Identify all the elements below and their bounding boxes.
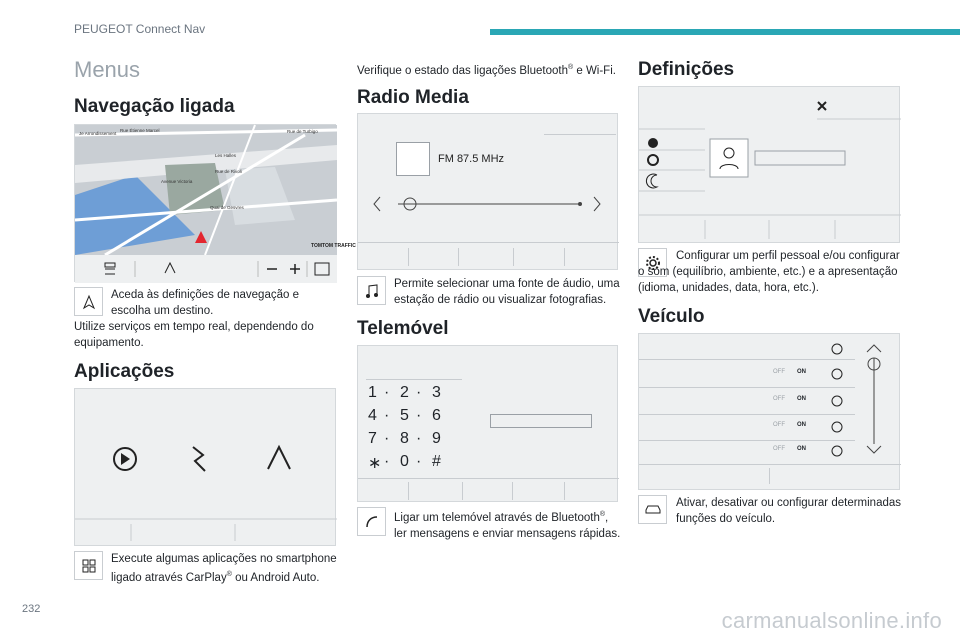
phone-title: Telemóvel: [357, 318, 449, 339]
bluetooth-wifi-text: Verifique o estado das ligações Bluetooth® e Wi-Fi.: [357, 64, 616, 77]
menus-title: Menus: [74, 57, 141, 82]
apps-grid-icon: [74, 551, 103, 580]
traffic-label: TOMTOM TRAFFIC: [311, 243, 356, 249]
toggle-on[interactable]: ON: [797, 369, 806, 375]
info-icon: [832, 344, 842, 354]
keypad-key[interactable]: ·: [384, 453, 390, 470]
header-accent-bar: [490, 29, 960, 35]
info-icon: [832, 422, 842, 432]
radio-frequency: FM 87.5 MHz: [438, 153, 505, 165]
phone-description: Ligar um telemóvel através de Bluetooth®, ler mensagens e enviar mensagens rápidas.: [394, 511, 621, 540]
nav-screenshot: [74, 124, 356, 282]
vehicle-description: Ativar, desativar ou configurar determinadas funções do veículo.: [676, 497, 902, 525]
info-icon: [832, 369, 842, 379]
settings-screen: [639, 87, 901, 244]
vehicle-title: Veículo: [638, 306, 705, 327]
nav-extra: Utilize serviços em tempo real, dependendo do equipamento.: [74, 321, 314, 349]
apps-screenshot: [74, 388, 336, 546]
keypad-key[interactable]: 0: [400, 453, 409, 470]
number-display: [490, 414, 592, 428]
android-auto-icon: [268, 447, 290, 469]
apps-screen: [75, 389, 337, 547]
peugeot-lion-icon: [193, 447, 205, 471]
settings-title: Definições: [638, 59, 735, 80]
keypad-key[interactable]: 7: [368, 430, 377, 447]
keypad-key[interactable]: ·: [416, 384, 422, 401]
toggle-on[interactable]: ON: [797, 396, 806, 402]
keypad-key[interactable]: ·: [416, 453, 422, 470]
settings-screenshot: [638, 86, 900, 243]
vehicle-screenshot: [638, 333, 900, 490]
keypad-key[interactable]: 2: [400, 384, 409, 401]
toggle-off[interactable]: OFF: [773, 396, 785, 402]
map-label: Rue Étienne Marcel: [120, 128, 160, 133]
radio-title: Radio Media: [357, 87, 469, 108]
info-icon: [832, 446, 842, 456]
map-label: Je Arrondissement: [79, 131, 117, 136]
music-note-icon: [357, 276, 386, 305]
map-view: [75, 125, 356, 255]
palette-icon: [648, 138, 658, 148]
apps-description: Execute algumas aplicações no smartphone ligado através CarPlay® ou Android Auto.: [111, 553, 337, 584]
next-icon: [594, 197, 600, 211]
page-number: 232: [22, 603, 41, 615]
sound-settings-icon: [648, 155, 658, 165]
map-label: Les Halles: [215, 153, 237, 158]
navigation-icon: [74, 287, 103, 316]
nav-title: Navegação ligada: [74, 96, 235, 117]
toggle-on[interactable]: ON: [797, 422, 806, 428]
apps-title: Aplicações: [74, 361, 175, 382]
station-logo: [396, 142, 430, 176]
running-header: PEUGEOT Connect Nav: [74, 22, 206, 36]
keypad-key[interactable]: ·: [384, 384, 390, 401]
keypad-key[interactable]: 8: [400, 430, 409, 447]
keypad-key[interactable]: ·: [384, 430, 390, 447]
nav-toolbar: [75, 255, 337, 283]
phone-screenshot: [357, 345, 618, 502]
previous-icon: [374, 197, 380, 211]
keypad-key[interactable]: 9: [432, 430, 441, 447]
keypad-key[interactable]: ·: [416, 407, 422, 424]
keypad-key[interactable]: ·: [416, 430, 422, 447]
toggle-on[interactable]: ON: [797, 446, 806, 452]
moon-icon: [646, 174, 657, 188]
radio-description: Permite selecionar uma fonte de áudio, uma estação de rádio ou visualizar fotografias.: [394, 278, 620, 306]
keypad-key[interactable]: 1: [368, 384, 377, 401]
radio-screenshot: [357, 113, 618, 270]
keypad-key[interactable]: #: [432, 453, 441, 470]
nav-description: Aceda às definições de navegação e escolha um destino.: [111, 289, 299, 317]
keypad-key[interactable]: ·: [384, 407, 390, 424]
phone-handset-icon: [357, 507, 386, 536]
scroll-up-icon: [867, 345, 881, 352]
vehicle-controls: [639, 334, 901, 464]
map-label: Rue de Turbigo: [287, 129, 318, 134]
keypad-key[interactable]: 4: [368, 407, 377, 424]
map-label: Quai de Gesvres: [210, 205, 244, 210]
scroll-down-icon: [867, 446, 881, 453]
settings-description: Configurar um perfil pessoal e/ou configurar o som (equilíbrio, ambiente, etc.) e a apresentação (idioma, unidades, data, hora, etc.).: [638, 250, 900, 294]
keypad-key[interactable]: 6: [432, 407, 441, 424]
keypad-key[interactable]: ∗: [368, 455, 382, 472]
toggle-off[interactable]: OFF: [773, 369, 785, 375]
tuner-bar: [358, 189, 619, 219]
toggle-off[interactable]: OFF: [773, 446, 785, 452]
keypad-key[interactable]: 3: [432, 384, 441, 401]
toggle-off[interactable]: OFF: [773, 422, 785, 428]
map-label: Avenue Victoria: [161, 179, 193, 184]
map-label: Rue de Rivoli: [215, 169, 242, 174]
car-icon: [638, 495, 667, 524]
close-icon: [818, 102, 826, 110]
watermark: carmanualsonline.info: [721, 608, 942, 633]
info-icon: [832, 396, 842, 406]
keypad-key[interactable]: 5: [400, 407, 409, 424]
